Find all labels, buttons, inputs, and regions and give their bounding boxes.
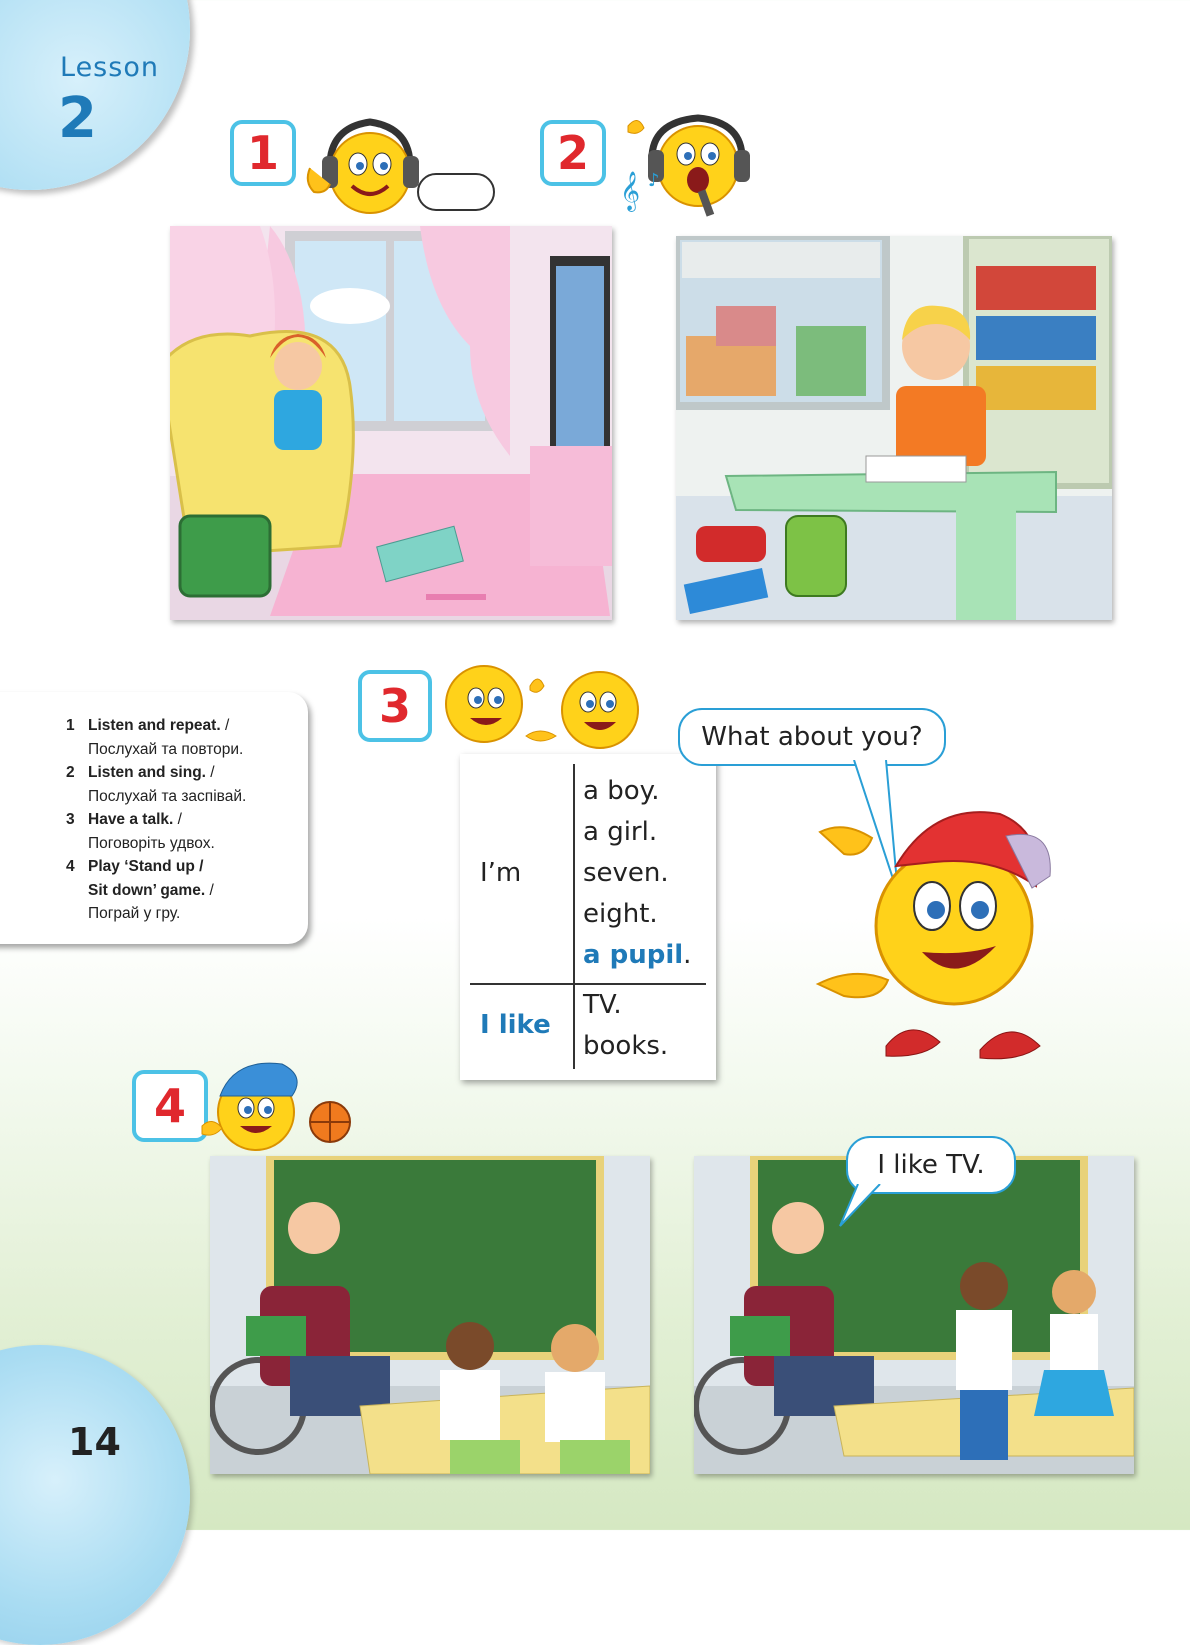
instruction-english: Have a talk. (88, 811, 174, 828)
grammar-dot: . (683, 940, 692, 970)
grammar-row: a boy. (583, 776, 660, 806)
instructions-list (66, 714, 306, 926)
task-3-number: 3 (358, 670, 432, 742)
instruction-number: 2 (66, 764, 75, 781)
grammar-row: seven. (583, 858, 669, 888)
page-number-badge (0, 1345, 190, 1645)
table-divider-vertical (573, 764, 575, 1069)
grammar-table (460, 754, 716, 1080)
instruction-1 (66, 714, 306, 761)
grammar-highlight: a pupil (583, 940, 684, 970)
classroom-picture-2 (694, 1156, 1134, 1474)
classroom-picture-1 (210, 1156, 650, 1474)
cap-smiley-icon (814, 766, 1054, 1066)
page-number: 14 (68, 1420, 121, 1464)
ball-smiley-icon (198, 1052, 358, 1152)
grammar-row: books. (583, 1031, 669, 1061)
task-4-number: 4 (132, 1070, 208, 1142)
instruction-english: Listen and sing. (88, 764, 206, 781)
instruction-english: Listen and repeat. (88, 717, 221, 734)
instruction-ukrainian: Пограй у гру. (88, 905, 181, 922)
table-divider-horizontal (470, 983, 706, 985)
task-1-number: 1 (230, 120, 296, 186)
instruction-4 (66, 855, 306, 926)
instruction-number: 4 (66, 858, 75, 875)
instruction-ukrainian: Поговоріть удвох. (88, 834, 215, 852)
talking-smileys-icon (440, 660, 640, 756)
girl-watching-tv-picture (170, 226, 612, 620)
instruction-3 (66, 808, 306, 855)
instruction-separator: / (173, 811, 182, 828)
instruction-ukrainian: Послухай та повтори. (88, 740, 244, 758)
grammar-row: eight. (583, 899, 658, 929)
grammar-row: a girl. (583, 817, 658, 847)
instruction-separator: / (205, 881, 214, 899)
lesson-number: 2 (58, 86, 97, 151)
instruction-ukrainian: Послухай та заспівай. (88, 787, 247, 805)
instruction-number: 3 (66, 811, 75, 828)
boy-reading-picture (676, 236, 1112, 620)
speech-bubble-what-about-you: What about you? (678, 708, 946, 766)
listening-smiley-icon (300, 108, 500, 218)
instruction-separator: / (220, 717, 230, 734)
instruction-english-cont: Sit down’ game. (88, 881, 206, 899)
grammar-row-pupil (583, 940, 691, 970)
grammar-subject-im: I’m (480, 858, 522, 888)
svg-text:♪: ♪ (648, 170, 660, 191)
lesson-label: Lesson (60, 52, 159, 83)
instruction-2 (66, 761, 306, 808)
instruction-number: 1 (66, 717, 75, 734)
svg-text:𝄞: 𝄞 (620, 171, 641, 211)
instruction-english: Play ‘Stand up / (88, 858, 204, 875)
task-2-number: 2 (540, 120, 606, 186)
singing-smiley-icon (608, 106, 758, 222)
instruction-separator: / (205, 764, 215, 781)
grammar-row: TV. (583, 990, 622, 1020)
speech-bubble-i-like-tv: I like TV. (846, 1136, 1016, 1194)
grammar-subject-i-like: I like (480, 1010, 551, 1040)
bubble-tail-icon (838, 1184, 888, 1228)
